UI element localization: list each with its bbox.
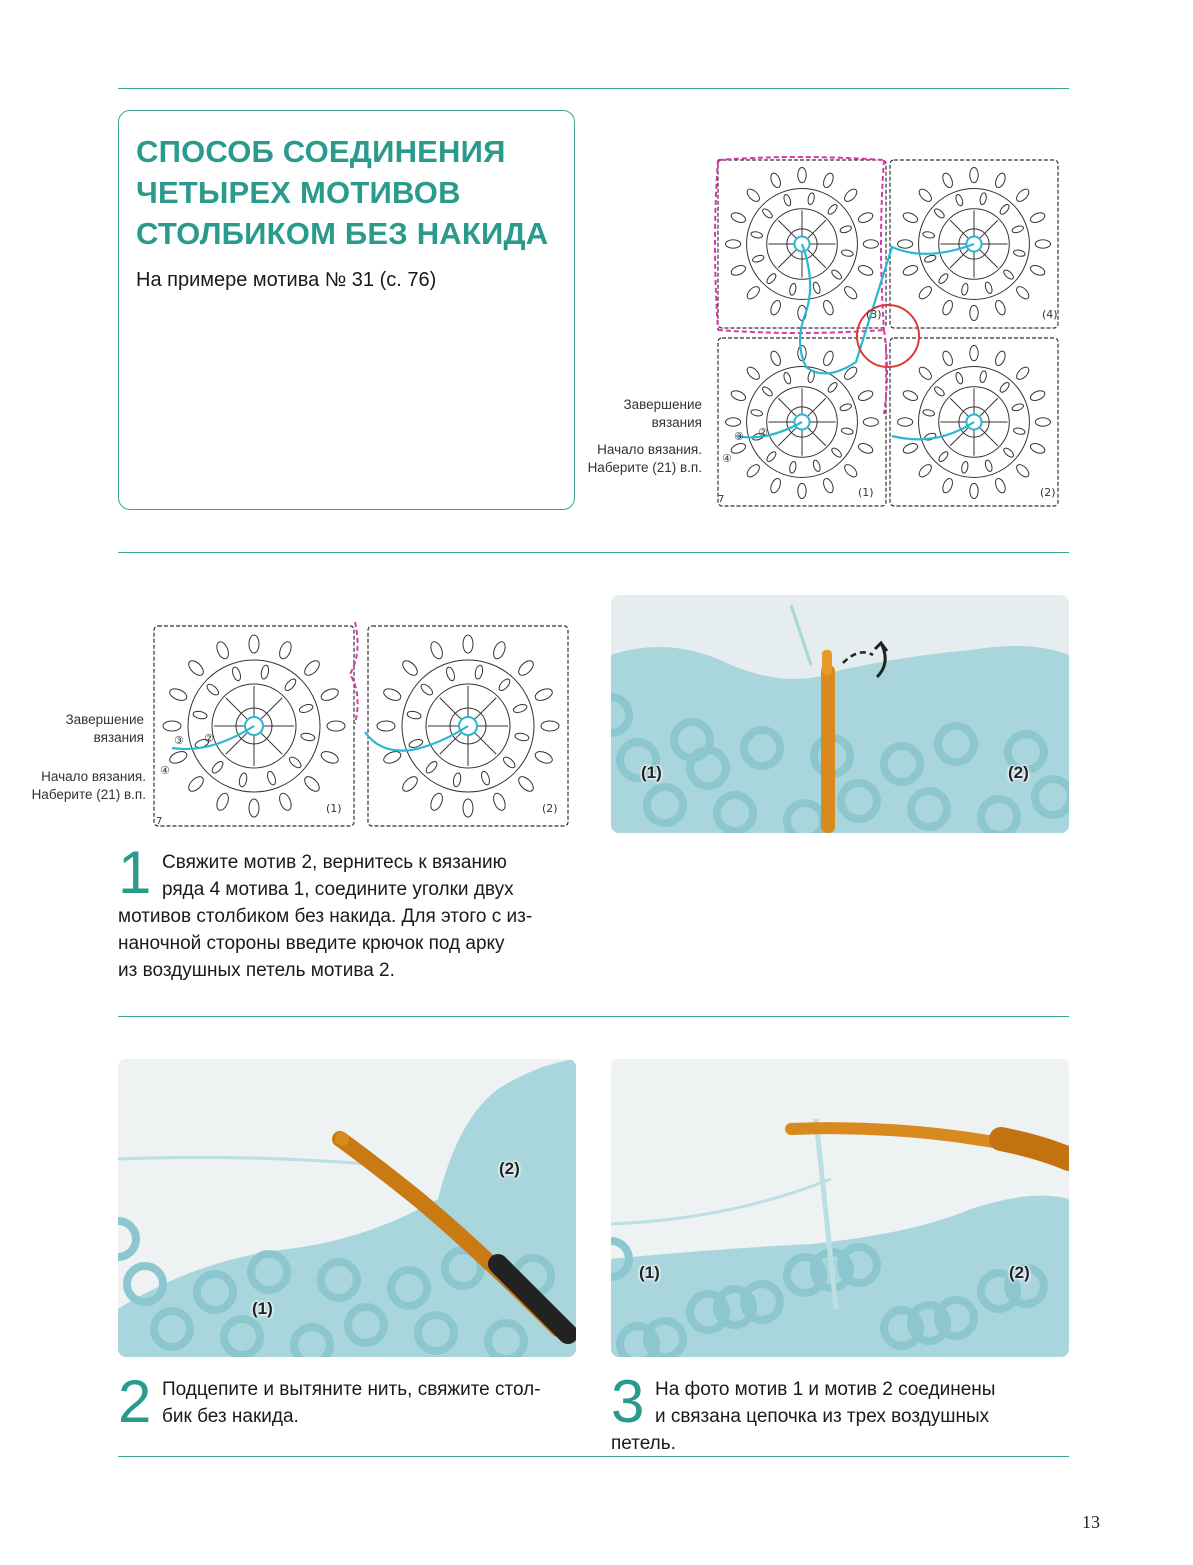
step3-text [611,1376,1051,1457]
photo1-label-2: (2) [1008,763,1029,782]
motif-number-1: (1) [326,802,342,815]
rule-after-step1 [118,1016,1069,1017]
step2-line2: бик без накида. [162,1406,299,1427]
motif-number-3: (3) [866,308,882,321]
motif-number-2: (2) [542,802,558,815]
four-motif-chart [706,152,1070,516]
step1-line2: ряда 4 мотива 1, соедините уголки двух [162,879,514,900]
row-number-2: ② [204,732,214,745]
step3-number: 3 [611,1368,645,1435]
row-number-4: ④ [722,452,732,465]
top-diagram-end-label: Завершение вязания [623,397,702,430]
step1-text [118,849,578,984]
photo-step2 [118,1059,576,1357]
row-number-4: ④ [160,764,170,777]
step1-line1: Свяжите мотив 2, вернитесь к вязанию [162,852,507,873]
row-number-3: ③ [174,734,184,747]
title-box [118,110,575,510]
photo1-label-1: (1) [641,763,662,782]
step2-number: 2 [118,1368,152,1435]
step2-text [162,1376,582,1430]
rule-after-header [118,552,1069,553]
step2-line1: Подцепите и вытяните нить, свяжите стол- [162,1379,541,1400]
photo-step3 [611,1059,1069,1357]
row-number-7: 7 [718,494,725,505]
photo3-label-2: (2) [1009,1263,1030,1282]
top-diagram-start-label: Начало вязания. Наберите (21) в.п. [587,442,702,475]
photo3-label-1: (1) [639,1263,660,1282]
page-title: СПОСОБ СОЕДИНЕНИЯ ЧЕТЫРЕХ МОТИВОВ СТОЛБИКОМ БЕЗ НАКИДА [136,134,549,251]
step1-diagram-start-label: Начало вязания. Наберите (21) в.п. [31,769,146,802]
step1-number: 1 [118,839,152,906]
step1-line3: мотивов столбиком без накида. Для этого с из- [118,906,533,927]
row-number-3: ③ [734,430,744,443]
step3-line3: петель. [611,1433,676,1454]
two-motif-chart [150,614,576,836]
step3-line1: На фото мотив 1 и мотив 2 соединены [655,1379,996,1400]
motif-number-2: (2) [1040,486,1056,499]
row-number-7: 7 [156,816,163,827]
step3-line2: и связана цепочка из трех воздушных [655,1406,990,1427]
row-number-2: ② [758,426,768,439]
motif-number-1: (1) [858,486,874,499]
photo-step1 [611,595,1069,833]
photo2-label-2: (2) [499,1159,520,1178]
step1-line5: из воздушных петель мотива 2. [118,960,395,981]
photo2-label-1: (1) [252,1299,273,1318]
step1-diagram-end-label: Завершение вязания [65,712,144,745]
motif-number-4: (4) [1042,308,1058,321]
page-subtitle: На примере мотива № 31 (с. 76) [136,269,437,291]
step1-line4: наночной стороны введите крючок под арку [118,933,505,954]
page-number: 13 [1082,1512,1100,1532]
top-rule [118,88,1069,89]
